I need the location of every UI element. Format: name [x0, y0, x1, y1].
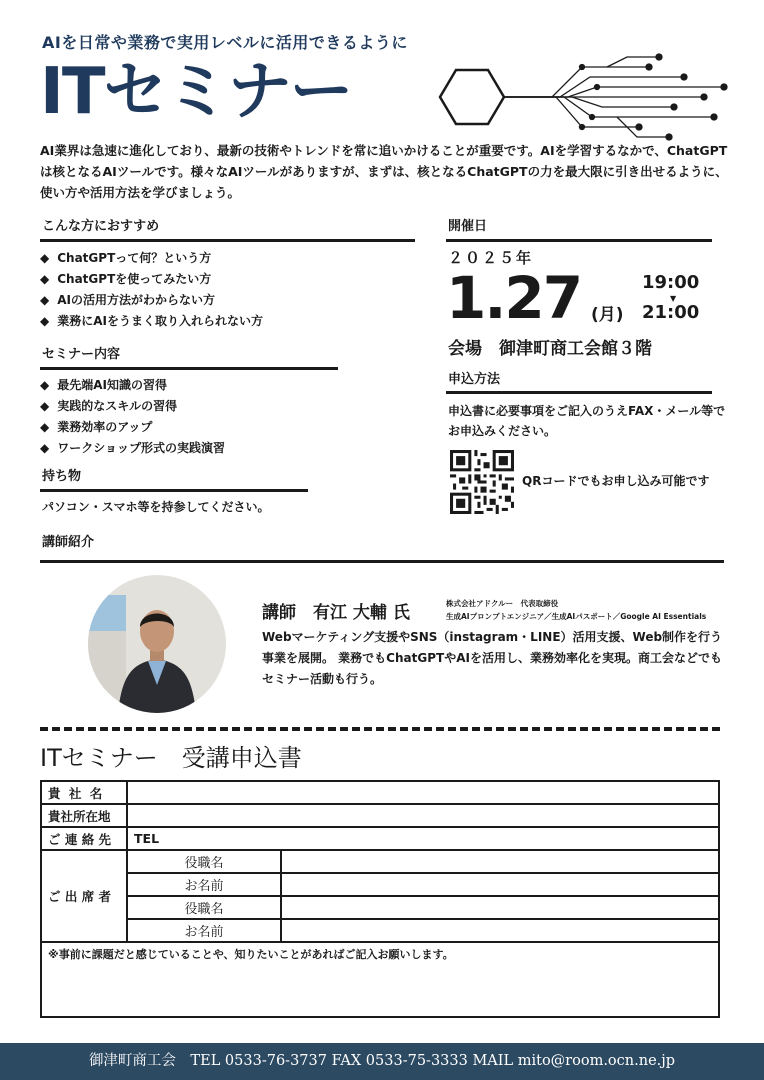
- belongings-rule: [40, 489, 308, 492]
- cut-line: [40, 727, 720, 731]
- address-field[interactable]: [127, 804, 719, 827]
- recommend-heading: こんな方におすすめ: [42, 219, 160, 234]
- application-form: [40, 780, 720, 1018]
- instructor-company: 株式会社アドクルー 代表取締役: [446, 599, 559, 608]
- qr-code[interactable]: [450, 450, 514, 514]
- recommend-rule: [40, 239, 415, 242]
- belongings-heading: 持ち物: [42, 469, 82, 484]
- diamond-icon: ◆: [40, 251, 50, 265]
- footer-contact: 御津町商工会 TEL 0533-76-3737 FAX 0533-75-3333 MAIL mito@room.ocn.ne.jp: [0, 1043, 764, 1080]
- event-end-time: 21:00: [642, 302, 700, 323]
- position-label: 役職名: [127, 896, 281, 919]
- contact-label: ご 連 絡 先: [41, 827, 127, 850]
- table-row: [41, 873, 719, 896]
- list-item: ◆ 業務効率のアップ: [40, 420, 153, 434]
- event-venue: 会場 御津町商工会館３階: [448, 339, 652, 359]
- instructor-title: 講師 有江 大輔 氏: [262, 603, 410, 623]
- event-start-time: 19:00: [642, 272, 700, 293]
- diamond-icon: ◆: [40, 314, 50, 328]
- diamond-icon: ◆: [40, 441, 50, 455]
- table-row: [41, 942, 719, 1017]
- name-field[interactable]: [281, 873, 719, 896]
- content-heading: セミナー内容: [42, 347, 121, 362]
- diamond-icon: ◆: [40, 293, 50, 307]
- qr-text: QRコードでもお申し込み可能です: [522, 474, 710, 488]
- table-row: [41, 850, 719, 873]
- diamond-icon: ◆: [40, 399, 50, 413]
- list-item: ◆ 最先端AI知識の習得: [40, 378, 167, 392]
- list-item: ◆ 実践的なスキルの習得: [40, 399, 178, 413]
- subtitle: AIを日常や業務で実用レベルに活用できるように: [42, 33, 408, 52]
- circuit-hexagon-graphic: [432, 52, 732, 142]
- event-day-of-week: (月): [591, 305, 624, 325]
- company-field[interactable]: [127, 781, 719, 804]
- table-row: [41, 804, 719, 827]
- table-row: [41, 919, 719, 942]
- apply-rule: [446, 391, 712, 394]
- triangle-down-icon: ▼: [670, 294, 677, 303]
- instructor-rule: [40, 560, 724, 563]
- diamond-icon: ◆: [40, 378, 50, 392]
- apply-heading: 申込方法: [448, 372, 501, 387]
- event-date: 1.27: [446, 264, 582, 332]
- instructor-meta: [446, 597, 706, 623]
- intro-paragraph: AI業界は急速に進化しており、最新の技術やトレンドを常に追いかけることが重要です。AIを学習するなかで、ChatGPTは核となるAIツールです。様々なAIツールがありますが、まずは、核となるChatGPTの力を最大限に引き出せるように、使い方や活用方法を学びましょう。: [40, 143, 728, 200]
- address-label: 貴社所在地: [41, 804, 127, 827]
- event-heading: 開催日: [448, 219, 488, 234]
- instructor-bio: Webマーケティング支援やSNS（instagram・LINE）活用支援、Web制作を行う事業を展開。 業務でもChatGPTやAIを活用し、業務効率化を実現。商工会などでもセミナー活動も行う。: [262, 630, 723, 686]
- event-year: ２０２５年: [448, 249, 534, 267]
- position-field[interactable]: [281, 850, 719, 873]
- list-item: ◆ ワークショップ形式の実践演習: [40, 441, 225, 455]
- table-row: [41, 896, 719, 919]
- list-item: ◆ AIの活用方法がわからない方: [40, 293, 215, 307]
- position-field[interactable]: [281, 896, 719, 919]
- page-title: ITセミナー: [40, 55, 352, 129]
- apply-text: 申込書に必要事項をご記入のうえFAX・メール等でお申込みください。: [448, 404, 726, 438]
- company-label: 貴 社 名: [41, 781, 127, 804]
- name-label: お名前: [127, 873, 281, 896]
- list-item: ◆ ChatGPTを使ってみたい方: [40, 272, 212, 286]
- diamond-icon: ◆: [40, 420, 50, 434]
- position-label: 役職名: [127, 850, 281, 873]
- form-title: ITセミナー 受講申込書: [40, 744, 302, 772]
- name-field[interactable]: [281, 919, 719, 942]
- belongings-text: パソコン・スマホ等を持参してください。: [42, 500, 270, 514]
- list-item: ◆ ChatGPTって何？という方: [40, 251, 212, 265]
- list-item: ◆ 業務にAIをうまく取り入れられない方: [40, 314, 263, 328]
- attendee-label: ご 出 席 者: [41, 850, 127, 942]
- diamond-icon: ◆: [40, 272, 50, 286]
- instructor-certs: 生成AIプロンプトエンジニア／生成AIパスポート／Google AI Essentials: [446, 612, 707, 621]
- content-rule: [40, 367, 338, 370]
- recommend-list: [40, 248, 263, 332]
- instructor-heading: 講師紹介: [42, 535, 95, 550]
- name-label: お名前: [127, 919, 281, 942]
- table-row: [41, 781, 719, 804]
- tel-field[interactable]: TEL: [127, 827, 719, 850]
- note-field[interactable]: ※事前に課題だと感じていることや、知りたいことがあればご記入お願いします。: [41, 942, 719, 1017]
- event-rule: [446, 239, 712, 242]
- instructor-photo: [88, 575, 226, 713]
- content-list: [40, 375, 225, 459]
- table-row: [41, 827, 719, 850]
